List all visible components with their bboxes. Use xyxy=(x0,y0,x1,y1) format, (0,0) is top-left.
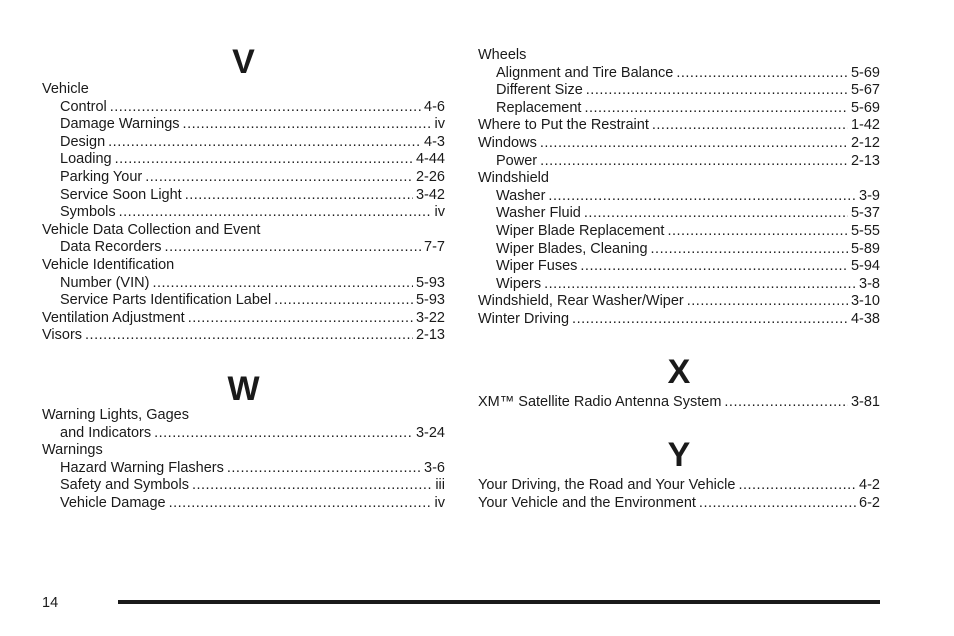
index-entry-page: iii xyxy=(435,477,445,494)
dot-leader xyxy=(652,117,848,135)
index-entry-alignment-and-tire-balance xyxy=(496,65,880,83)
index-entry-text: Symbols xyxy=(60,204,116,221)
index-entry-vehicle-damage xyxy=(60,495,445,513)
dot-leader xyxy=(169,495,432,513)
index-entry-text: Wiper Blade Replacement xyxy=(496,223,665,239)
index-entry-text: Vehicle Data Collection and Event xyxy=(42,221,261,238)
footer-rule xyxy=(118,600,880,604)
index-entry-text: Wiper Fuses xyxy=(496,258,578,275)
index-entry-wiper-fuses xyxy=(496,258,880,276)
index-entry-text: Windows xyxy=(478,135,537,151)
index-entry-your-driving-the-road-and-your-vehicle xyxy=(478,477,880,495)
index-entry-page: 6-2 xyxy=(859,494,880,511)
index-entry-text: Number (VIN) xyxy=(60,274,150,291)
index-entry-number-vin xyxy=(60,275,445,293)
index-entry-text: Service Parts Identification Label xyxy=(60,292,272,309)
dot-leader xyxy=(119,204,432,222)
index-entry-winter-driving xyxy=(478,311,880,329)
dot-leader xyxy=(540,135,848,153)
index-entry-page: 3-8 xyxy=(859,275,880,292)
index-entry-page: 3-6 xyxy=(424,459,445,476)
index-entry-design xyxy=(60,134,445,152)
index-entry-vehicle xyxy=(42,81,445,99)
index-entry-wipers xyxy=(496,276,880,294)
index-entry-page: 2-26 xyxy=(415,169,445,185)
section-letter-w: W xyxy=(227,370,260,408)
index-entry-parking-your xyxy=(60,169,445,187)
index-entry-text: Hazard Warning Flashers xyxy=(60,459,224,476)
index-entry-page: 3-81 xyxy=(850,394,880,410)
index-entry-page: 5-93 xyxy=(415,274,445,291)
dot-leader xyxy=(152,275,413,293)
dot-leader xyxy=(667,223,848,241)
index-entry-text: Wipers xyxy=(496,275,542,292)
index-entry-page: 5-37 xyxy=(850,205,880,222)
index-entry-text: Parking Your xyxy=(60,169,143,185)
index-entry-page: iv xyxy=(434,495,445,511)
page-number: 14 xyxy=(42,595,59,611)
dot-leader xyxy=(145,169,413,187)
index-entry-text: Vehicle Identification xyxy=(42,257,175,273)
index-entry-page: 2-13 xyxy=(415,327,445,344)
index-entry-and-indicators xyxy=(60,425,445,443)
index-entry-service-soon-light xyxy=(60,187,445,205)
dot-leader xyxy=(676,65,848,83)
index-entry-text: Windshield, Rear Washer/Wiper xyxy=(478,293,684,310)
index-entry-page: 5-93 xyxy=(415,292,445,309)
index-entry-text: Safety and Symbols xyxy=(60,477,189,494)
index-entry-text: Washer xyxy=(496,187,546,204)
dot-leader xyxy=(115,151,413,169)
dot-leader xyxy=(572,311,848,329)
index-entry-text: Alignment and Tire Balance xyxy=(496,64,674,81)
dot-leader xyxy=(185,187,413,205)
dot-leader xyxy=(154,425,413,443)
index-entry-text: Different Size xyxy=(496,82,583,99)
index-entry-text: Vehicle Damage xyxy=(60,495,166,511)
dot-leader xyxy=(687,293,848,311)
index-entry-page: 5-55 xyxy=(850,223,880,239)
index-entry-where-to-put-the-restraint xyxy=(478,117,880,135)
index-entry-page: 5-69 xyxy=(850,64,880,81)
dot-leader xyxy=(192,477,432,495)
index-entry-warnings xyxy=(42,442,445,460)
dot-leader xyxy=(738,477,856,495)
index-entry-wiper-blades-cleaning xyxy=(496,241,880,259)
index-entry-page: 5-94 xyxy=(850,258,880,275)
dot-leader xyxy=(165,239,421,257)
index-entry-page: iv xyxy=(434,204,445,221)
index-entry-text: XM™ Satellite Radio Antenna System xyxy=(478,394,722,410)
index-entry-text: Washer Fluid xyxy=(496,205,581,222)
index-entry-text: Wiper Blades, Cleaning xyxy=(496,240,648,257)
index-entry-page: 3-9 xyxy=(859,187,880,204)
index-entry-page: 5-69 xyxy=(850,99,880,116)
index-entry-your-vehicle-and-the-environment xyxy=(478,495,880,513)
index-entry-page: 4-3 xyxy=(424,133,445,150)
dot-leader xyxy=(274,292,413,310)
index-entry-page: 3-24 xyxy=(415,424,445,441)
section-letter-x: X xyxy=(667,353,691,391)
index-entry-page: 3-22 xyxy=(415,309,445,326)
dot-leader xyxy=(580,258,848,276)
index-entry-text: Visors xyxy=(42,327,83,344)
index-entry-vehicle-identification xyxy=(42,257,445,275)
index-entry-text: Wheels xyxy=(478,47,527,63)
index-entry-washer-fluid xyxy=(496,205,880,223)
index-entry-text: and Indicators xyxy=(60,424,152,441)
index-entry-page: 3-42 xyxy=(415,186,445,203)
index-entry-page: 4-38 xyxy=(850,311,880,327)
section-letter-v: V xyxy=(232,43,255,81)
dot-leader xyxy=(540,153,848,171)
dot-leader xyxy=(699,495,856,513)
index-entry-warning-lights-gages xyxy=(42,407,445,425)
index-entry-text: Service Soon Light xyxy=(60,186,182,203)
index-entry-page: 4-44 xyxy=(415,151,445,168)
index-entry-damage-warnings xyxy=(60,116,445,134)
index-entry-wheels xyxy=(478,47,880,65)
index-entry-loading xyxy=(60,151,445,169)
index-entry-replacement xyxy=(496,100,880,118)
index-entry-hazard-warning-flashers xyxy=(60,460,445,478)
index-entry-text: Ventilation Adjustment xyxy=(42,309,185,326)
index-entry-text: Design xyxy=(60,133,106,150)
index-entry-windshield-rear-washer-wiper xyxy=(478,293,880,311)
index-entry-symbols xyxy=(60,204,445,222)
index-entry-text: Loading xyxy=(60,151,112,168)
index-entry-page: 4-6 xyxy=(424,98,445,115)
index-entry-page: 5-89 xyxy=(850,240,880,257)
dot-leader xyxy=(85,327,413,345)
section-letter-y: Y xyxy=(667,436,691,474)
index-entry-text: Control xyxy=(60,98,107,115)
index-entry-page: 2-13 xyxy=(850,152,880,169)
index-entry-page: 4-2 xyxy=(859,477,880,493)
dot-leader xyxy=(544,276,856,294)
index-entry-service-parts-identification-label xyxy=(60,292,445,310)
index-entry-vehicle-data-collection-and-event xyxy=(42,222,445,240)
index-entry-page: iv xyxy=(434,116,445,133)
index-entry-power xyxy=(496,153,880,171)
index-entry-ventilation-adjustment xyxy=(42,310,445,328)
index-entry-safety-and-symbols xyxy=(60,477,445,495)
index-entry-windows xyxy=(478,135,880,153)
index-entry-text: Damage Warnings xyxy=(60,116,180,133)
index-entry-page: 2-12 xyxy=(850,135,880,151)
index-entry-text: Your Vehicle and the Environment xyxy=(478,494,696,511)
index-entry-text: Vehicle xyxy=(42,81,89,97)
dot-leader xyxy=(586,82,848,100)
dot-leader xyxy=(651,241,848,259)
dot-leader xyxy=(110,99,421,117)
index-entry-text: Where to Put the Restraint xyxy=(478,117,649,134)
index-entry-wiper-blade-replacement xyxy=(496,223,880,241)
index-entry-page: 1-42 xyxy=(850,117,880,134)
index-entry-page: 5-67 xyxy=(850,82,880,99)
index-entry-text: Warnings xyxy=(42,442,103,459)
dot-leader xyxy=(548,188,856,206)
index-entry-data-recorders xyxy=(60,239,445,257)
index-entry-text: Winter Driving xyxy=(478,311,570,327)
index-entry-text: Windshield xyxy=(478,170,549,187)
index-entry-text: Power xyxy=(496,152,538,169)
index-entry-text: Warning Lights, Gages xyxy=(42,407,189,423)
index-entry-control xyxy=(60,99,445,117)
dot-leader xyxy=(227,460,421,478)
index-entry-text: Your Driving, the Road and Your Vehicle xyxy=(478,477,736,493)
index-entry-windshield xyxy=(478,170,880,188)
dot-leader xyxy=(108,134,421,152)
dot-leader xyxy=(584,205,848,223)
dot-leader xyxy=(188,310,413,328)
index-entry-text: Data Recorders xyxy=(60,239,162,256)
dot-leader xyxy=(584,100,848,118)
dot-leader xyxy=(183,116,432,134)
index-entry-page: 3-10 xyxy=(850,293,880,310)
index-entry-xm-satellite-radio-antenna-system xyxy=(478,394,880,412)
dot-leader xyxy=(724,394,848,412)
index-entry-visors xyxy=(42,327,445,345)
index-entry-washer xyxy=(496,188,880,206)
index-entry-page: 7-7 xyxy=(424,239,445,256)
index-entry-different-size xyxy=(496,82,880,100)
index-entry-text: Replacement xyxy=(496,99,582,116)
